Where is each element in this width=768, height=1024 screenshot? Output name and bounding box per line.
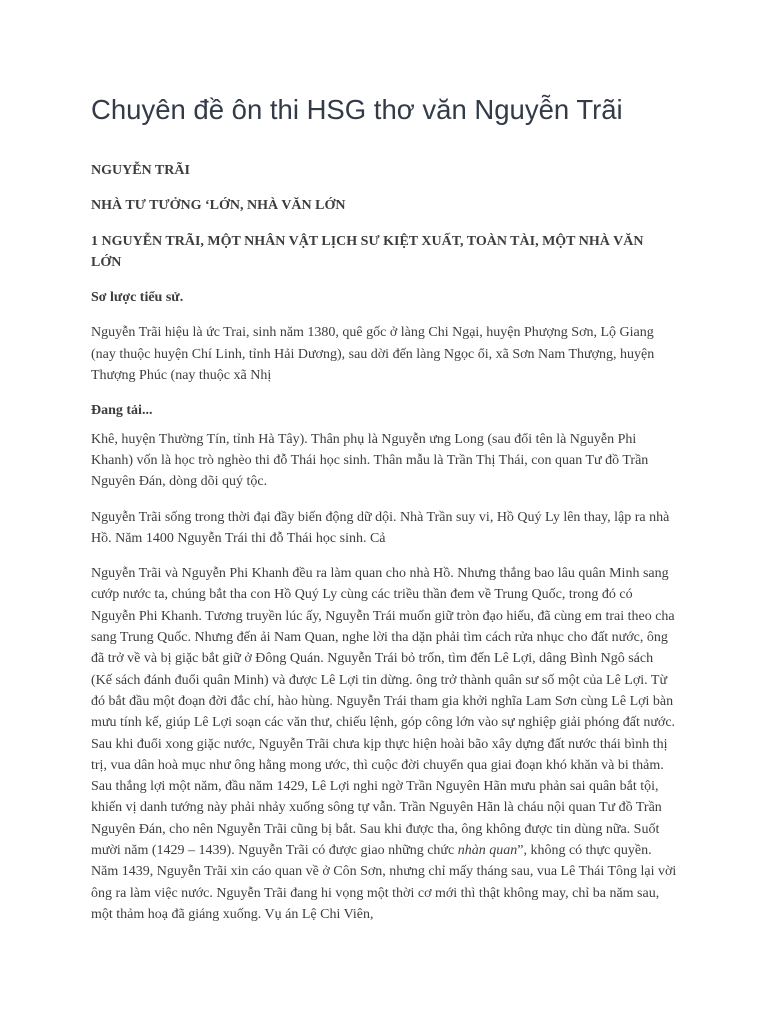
- heading-author: NGUYỄN TRÃI: [91, 163, 190, 178]
- paragraph-4: [91, 563, 677, 925]
- paragraph-3: Nguyễn Trãi sống trong thời đại đầy biến động dữ dội. Nhà Trần suy vi, Hồ Quý Ly lên thay, lập ra nhà Hồ. Năm 1400 Nguyễn Trái thi đỗ Thái học sinh. Cả: [91, 509, 670, 546]
- document-title: Chuyên đề ôn thi HSG thơ văn Nguyễn Trãi: [91, 94, 623, 125]
- paragraph-4-text-start: Nguyễn Trãi và Nguyễn Phi Khanh đều ra làm quan cho nhà Hồ. Nhưng thắng bao lâu quân Minh sang cướp nước ta, chúng bắt tha con Hồ Quý Ly cùng các triều thần đem về Trung Quốc, trong đó có Nguyễn Phi Khanh. Tương truyền lúc ấy, Nguyễn Trái muốn giữ tròn đạo hiếu, đã cùng em trai theo cha sang Trung Quốc. Nhưng đến ải Nam Quan, nghe lời tha dặn phải tìm cách rửa nhục cho đất nước, ông đã trở về và bị giặc bắt giữ ở Đông Quán. Nguyễn Trái bỏ trốn, tìm đến Lê Lợi, dâng Bình Ngô sách (Kế sách đánh đuổi quân Minh) và được Lê Lợi tin dừng. ông trở thành quân sư số một của Lê Lợi. Từ đó bắt đầu một đoạn đời đắc chí, hào hùng. Nguyễn Trái tham gia khởi nghĩa Lam Sơn cùng Lê Lợi bàn mưu tính kế, giúp Lê Lợi soạn các văn thư, chiếu lệnh, góp công lớn vào sự nghiệp giải phóng đất nước. Sau khi đuổi xong giặc nước, Nguyễn Trãi chưa kịp thực hiện hoài bão xây dựng đất nước thái bình thị trị, vua dân hoà mục như ông hằng mong ước, thì cuộc đời chuyển qua giai đoạn khó khăn và bi thảm. Sau thắng lợi một năm, đầu năm 1429, Lê Lợi nghi ngờ Trần Nguyên Hãn mưu phản sai quân bắt tội, khiến vị danh tướng này phải nhảy xuống sông tự vẫn. Trần Nguyên Hãn là cháu nội quan Tư đồ Trần Nguyên Đán, cho nên Nguyễn Trãi cũng bị bắt. Sau khi được tha, ông không được tin dùng nữa. Suốt mười năm (1429 – 1439). Nguyễn Trãi có được giao những chức: [91, 566, 676, 859]
- heading-biography: Sơ lược tiểu sử.: [91, 290, 184, 306]
- paragraph-4-italic-term: nhàn quan: [457, 843, 518, 859]
- loading-indicator: Đang tải...: [91, 403, 153, 419]
- paragraph-2: Khê, huyện Thường Tín, tỉnh Hà Tây). Thân phụ là Nguyễn ưng Long (sau đổi tên là Nguyễn Phi Khanh) vốn là học trò nghèo thi đỗ Thái học sinh. Thân mẫu là Trần Thị Thái, con quan Tư đồ Trần Nguyên Đán, dòng dõi quý tộc.: [91, 431, 649, 490]
- heading-thinker: NHÀ TƯ TƯỞNG ‘LỚN, NHÀ VĂN LỚN: [91, 198, 346, 214]
- heading-section-1: 1 NGUYỄN TRÃI, MỘT NHÂN VẬT LỊCH SƯ KIỆT XUẤT, TOÀN TÀI, MỘT NHÀ VĂN LỚN: [91, 233, 644, 270]
- paragraph-1: Nguyễn Trãi hiệu là ức Trai, sinh năm 1380, quê gốc ở làng Chi Ngại, huyện Phượng Sơn, Lộ Giang (nay thuộc huyện Chí Linh, tỉnh Hải Dương), sau dời đến làng Ngọc ổi, xã Sơn Nam Thượng, huyện Thượng Phúc (nay thuộc xã Nhị: [91, 325, 655, 384]
- paragraph-4-text-end: ”, không có thực quyền. Năm 1439, Nguyễn Trãi xin cáo quan về ở Côn Sơn, nhưng chỉ mấy tháng sau, vua Lê Thái Tông lại vời ông ra làm việc nước. Nguyễn Trãi đang hi vọng một thời cơ mới thì thật không may, chỉ ba năm sau, một thảm hoạ đã giáng xuống. Vụ án Lệ Chi Viên,: [91, 843, 677, 922]
- document-page: [91, 92, 677, 939]
